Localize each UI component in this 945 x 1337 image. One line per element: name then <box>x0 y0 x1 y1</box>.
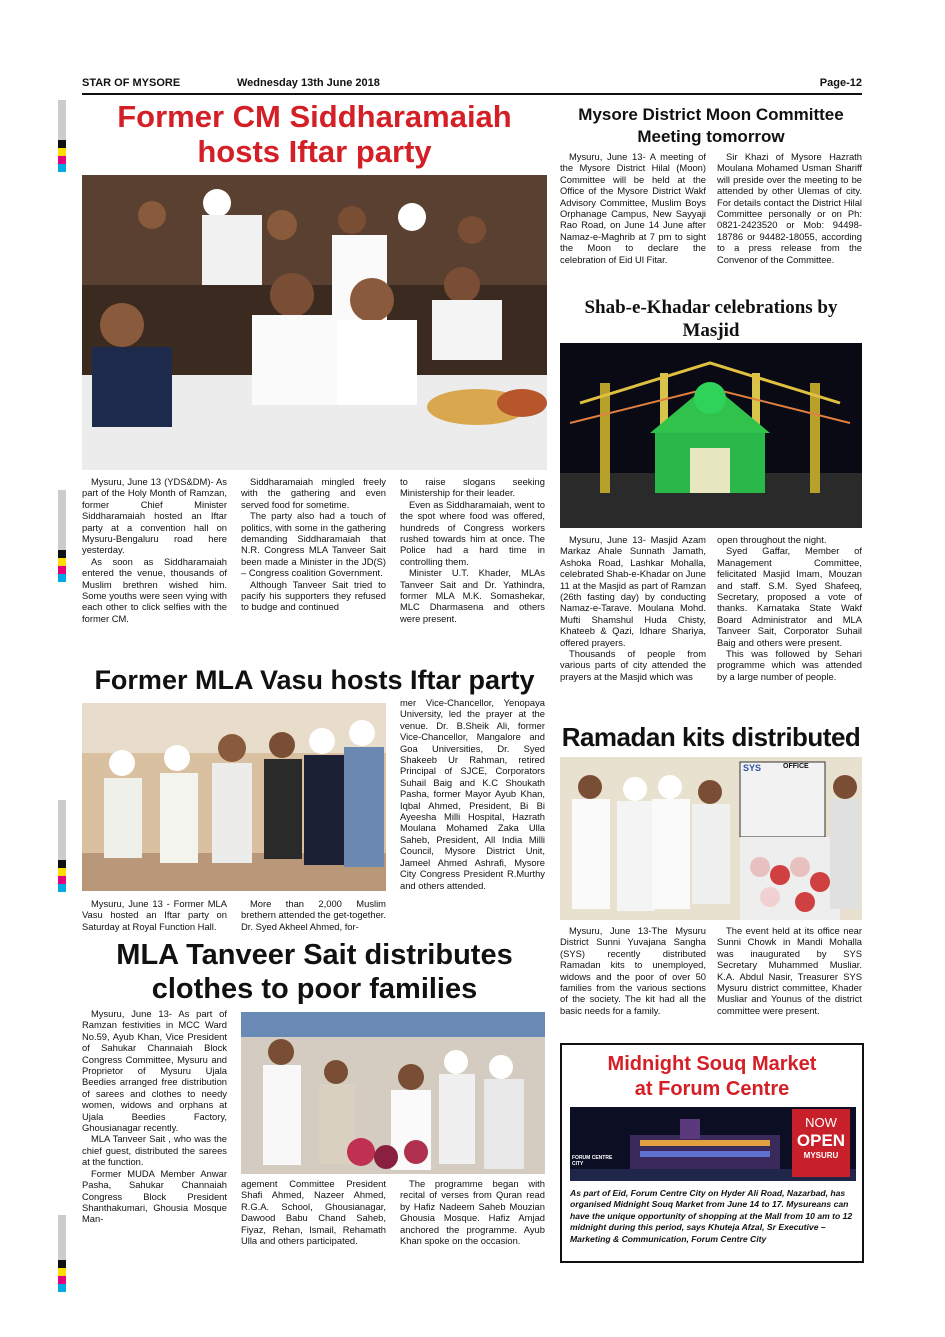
ad-caption: As part of Eid, Forum Centre City on Hyder Ali Road, Nazarbad, has organised Midnight Souq Market from June 14 to 17. Mysureans can have the unique opportunity of shopping at the Mall from 10 am to 12 midnight during this period, says Khuteja Afzal, Sr Executive – Marketing & Communication, Forum Centre City <box>570 1188 853 1244</box>
ad-headline-line2: at Forum Centre <box>634 1078 790 1100</box>
registration-strip-mid <box>58 490 66 582</box>
ramadan-kits-photo <box>560 757 862 920</box>
story4-column3 <box>400 697 545 891</box>
story3-paragraph: Thousands of people from various parts of city attended the prayers at the Masjid which was <box>560 648 706 682</box>
story6-paragraph: Mysuru, June 13- As part of Ramzan festivities in MCC Ward No.59, Ayub Khan, Vice President of Sahukar Channaiah Block Congress Committee, Mysuru and Proprietor of Mysuru Ujala Beedies arranged free distribution of sarees and clothes to needy women, widows and orphans at Ujala Beedies Factory, Ghousianagar recently. <box>82 1008 227 1134</box>
story5-column2 <box>717 925 862 1016</box>
story3-paragraph: open throughout the night. <box>717 534 827 545</box>
masjid-illumination-photo <box>560 343 862 528</box>
story1-headline <box>82 99 547 169</box>
story1-paragraph: As soon as Siddharamaiah entered the venue, thousands of Muslim brethren wished him. Some youths were seen vying with each other to click selfies with the former CM. <box>82 555 227 624</box>
ad-headline-line1: Midnight Souq Market <box>607 1053 817 1075</box>
story6-paragraph: Former MUDA Member Anwar Pasha, Sahukar Channaiah Congress Block President Shanthakumari, Ghousia Mosque Man- <box>82 1167 227 1225</box>
sys-label: SYS <box>743 763 762 773</box>
story3-column1 <box>560 534 706 682</box>
story6-photo <box>241 1012 545 1174</box>
story6-paragraph: MLA Tanveer Sait , who was the chief guest, distributed the sarees at the function. <box>82 1133 227 1168</box>
story1-paragraph: The party also had a touch of politics, with some in the gathering demanding Siddharamaiah that N.R. Congress MLA Tanveer Sait been made a Minister in the JD(S) – Congress coalition Government. <box>241 510 386 579</box>
story1-column1 <box>82 476 227 624</box>
story4-column2 <box>241 898 386 932</box>
story6-paragraph: The programme began with recital of verses from Quran read by Hafiz Nadeem Saheb Mouzian Ghousia Mosque. Hafiz Amjad anchored the programme. Ayub Khan spoke on the occasion. <box>400 1178 545 1247</box>
issue-date: Wednesday 13th June 2018 <box>237 77 380 89</box>
page-number: Page-12 <box>819 77 862 89</box>
story4-headline: Former MLA Vasu hosts Iftar party <box>94 665 535 695</box>
story1-paragraph: Even as Siddharamaiah, went to the spot where food was offered, hundreds of Congress workers rushed towards him at once. The Police had a hard time in controlling them. <box>400 498 545 567</box>
story1-column3 <box>400 476 545 624</box>
story6-column3 <box>400 1178 545 1246</box>
story6-headline-line1: MLA Tanveer Sait distributes <box>116 939 513 971</box>
story6-column2 <box>241 1178 386 1246</box>
story6-headline-line2: clothes to poor families <box>151 973 478 1005</box>
story1-paragraph: Mysuru, June 13 (YDS&DM)- As part of the Holy Month of Ramzan, former Chief Minister Siddharamaiah hosted an Iftar party at a convention hall on Mysuru-Bengaluru road here yesterday. <box>82 476 227 556</box>
registration-strip-low <box>58 800 66 892</box>
ad-photo <box>570 1107 856 1181</box>
story3-headline-line1: Shab-e-Khadar celebrations by Masjid <box>584 297 838 341</box>
story1-headline-line2: hosts Iftar party <box>197 134 432 169</box>
story2-headline: Mysore District Moon Committee Meeting tomorrow <box>578 105 844 146</box>
city-label: MYSURU <box>803 1151 839 1160</box>
story4-paragraph: Mysuru, June 13 - Former MLA Vasu hosted an Iftar party on Saturday at Royal Function Hall. <box>82 898 227 932</box>
story6-paragraph: agement Committee President Shafi Ahmed, Nazeer Ahmed, R.G.A. School, Ghousianagar, Dawood Babu Chand Saheb, Fiyaz, Rehan, Ismail, Rehamath Ulla and others participated. <box>241 1178 386 1247</box>
open-label: OPEN <box>796 1131 846 1150</box>
story2-column2 <box>717 151 862 265</box>
story1-paragraph: Siddharamaiah mingled freely with the gathering and even served food for sometime. <box>241 476 386 510</box>
forum-centre-ad <box>560 1043 864 1263</box>
ad-headline <box>562 1052 862 1102</box>
story3-photo <box>560 343 862 528</box>
story5-column1 <box>560 925 706 1016</box>
iftar-party-photo <box>82 175 547 470</box>
story2-paragraph: Mysuru, June 13- A meeting of the Mysore District Hilal (Moon) Committee will be held at the Office of the Mysore District Wakf Advisory Committee, Muslim Boys Orphanage Campus, New Sayyaji Rao Road, on June 14 June after Namaz-e-Maghrib at 7 pm to sight the Moon to declare the celebration of Eid Ul Fitar. <box>560 151 706 265</box>
story1-photo <box>82 175 547 470</box>
story5-headline: Ramadan kits distributed <box>561 722 861 752</box>
story3-paragraph: Mysuru, June 13- Masjid Azam Markaz Ahale Sunnath Jamath, Ashoka Road, Lashkar Mohalla, celebrated Shab-e-Khadar on June 11 at the Masjid as part of Ramzan (26th fasting day) by conducting Namaz-e-Tarave. Moulana Mohd. Mufti Shamshul Huda Chisty, Khateeb & Qazi, Idhare Shariya, offered prayers. <box>560 534 706 648</box>
story2-column1 <box>560 151 706 265</box>
story3-paragraph: Syed Gaffar, Member of Management Committee, felicitated Masjid Imam, Mouzan and staff. S.M. Syed Shafeeq, Secretary, proposed a vote of thanks. Karnataka State Wakf Board Administrator and MLA Tanveer Sait, Corporator Suhail Baig and others were present. <box>717 545 862 648</box>
story6-column1 <box>82 1008 227 1225</box>
publication-name: STAR OF MYSORE <box>82 77 181 89</box>
story1-column2 <box>241 476 386 613</box>
story2-paragraph: Sir Khazi of Mysore Hazrath Moulana Mohamed Usman Shariff will preside over the meeting to be attended by other Ulemas of city. For details contact the District Hilal Committee personally or on Ph: 0821-2423520 or Mob: 94498-18786 or 94482-18055, according to a press release from the Convenor of the Committee. <box>717 151 862 265</box>
story4-paragraph: More than 2,000 Muslim brethern attended the get-together. Dr. Syed Akheel Ahmed, for- <box>241 898 386 932</box>
story5-paragraph: The event held at its office near Sunni Chowk in Mandi Mohalla was inaugurated by SYS Secretary Muhammed Musliar. K.A. Abdul Nasir, Treasurer SYS Mysuru district committee, Khader Musliar and Younus of the district committee were present. <box>717 925 862 1016</box>
story5-paragraph: Mysuru, June 13-The Mysuru District Sunni Yuvajana Sangha (SYS) recently distributed Ramadan kits to unemployed, widows and the poor of over 50 families from the various sections of the society. The kit had all the basic needs for a family. <box>560 925 706 1016</box>
story4-paragraph: mer Vice-Chancellor, Yenopaya University, led the prayer at the venue. Dr. B.Sheik Ali, former Vice-Chancellor, Mangalore and Goa Universities, Dr. Syed Shakeeb Ur Rahman, retired Principal of SJCE, Corporators Suhail Baig and K.C Shoukath Pasha, former Mayor Ayub Khan, Iqbal Ahmed, President, Bi Bi Ayeesha Milli Hospital, Hazrath Moulana Mohamed Zaka Ulla Saheb, President, All India Milli Council, Mysore District Unit, Jameel Ahmed Ashrafi, Mysore City Congress President R.Murthy and others attended. <box>400 697 545 891</box>
story1-headline-line1: Former CM Siddharamaiah <box>117 99 512 134</box>
story3-column2 <box>717 534 862 682</box>
clothes-distribution-photo <box>241 1012 545 1174</box>
story1-paragraph: Minister U.T. Khader, MLAs Tanveer Sait and Dr. Yathindra, former MLA M.K. Somashekar, MLC Dharmasena and others were present. <box>400 567 545 624</box>
registration-strip-top <box>58 100 66 172</box>
forum-logo: FORUM CENTRE CITY <box>572 1155 613 1167</box>
now-label: NOW <box>805 1115 837 1130</box>
story6-headline <box>82 938 547 1006</box>
header-rule <box>82 93 862 95</box>
vasu-iftar-photo <box>82 703 386 891</box>
story3-paragraph: This was followed by Sehari programme which was attended by a large number of people. <box>717 648 862 682</box>
now-open-badge <box>792 1109 850 1177</box>
registration-strip-bottom <box>58 1215 66 1292</box>
story4-photo <box>82 703 386 891</box>
story1-paragraph: to raise slogans seeking Ministership for their leader. <box>400 476 545 499</box>
story1-paragraph: Although Tanveer Sait tried to pacify his supporters they refused to budge and continued <box>241 578 386 613</box>
office-label: OFFICE <box>783 763 809 770</box>
page-header <box>82 77 862 93</box>
story4-column1 <box>82 898 227 932</box>
story5-photo <box>560 757 862 920</box>
